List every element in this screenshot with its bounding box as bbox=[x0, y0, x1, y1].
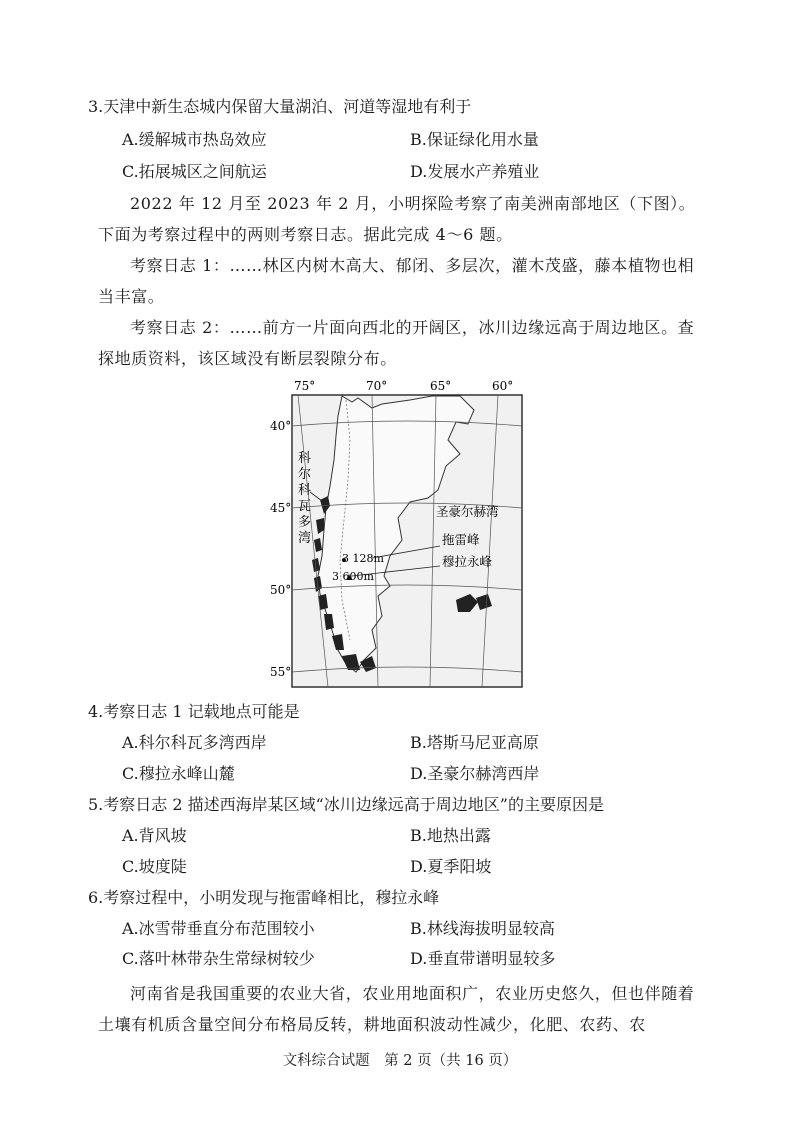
q4-stem: 4.考察日志 1 记载地点可能是 bbox=[88, 702, 300, 721]
q4-option-a: A.科尔科瓦多湾西岸 bbox=[122, 733, 267, 752]
lat-label-45: 45° bbox=[270, 501, 292, 515]
q6-option-b: B.林线海拔明显较高 bbox=[410, 919, 555, 938]
q5-option-b: B.地热出露 bbox=[410, 826, 491, 845]
svg-text:科: 科 bbox=[298, 451, 312, 466]
q3-option-c: C.拓展城区之间航运 bbox=[122, 162, 267, 181]
q5-option-d: D.夏季阳坡 bbox=[410, 857, 492, 876]
lon-label-75: 75° bbox=[294, 380, 316, 393]
lon-label-65: 65° bbox=[430, 380, 452, 393]
lat-label-40: 40° bbox=[270, 419, 292, 433]
q6-option-d: D.垂直带谱明显较多 bbox=[410, 949, 556, 968]
q3-stem: 3.天津中新生态城内保留大量湖泊、河道等湿地有利于 bbox=[88, 97, 472, 116]
svg-text:科: 科 bbox=[298, 483, 312, 498]
svg-text:瓦: 瓦 bbox=[298, 499, 312, 514]
q6-stem: 6.考察过程中，小明发现与拖雷峰相比，穆拉永峰 bbox=[88, 888, 440, 907]
svg-text:尔: 尔 bbox=[298, 467, 312, 482]
q4-option-b: B.塔斯马尼亚高原 bbox=[410, 733, 539, 752]
q3-option-a: A.缓解城市热岛效应 bbox=[122, 130, 267, 149]
mula-peak-label: 穆拉永峰 bbox=[442, 554, 493, 569]
tuolei-peak-label: 拖雷峰 bbox=[442, 532, 480, 547]
q6-option-c: C.落叶林带杂生常绿树较少 bbox=[122, 949, 315, 968]
q5-stem: 5.考察日志 2 描述西海岸某区域“冰川边缘远高于周边地区”的主要原因是 bbox=[88, 795, 604, 814]
lon-label-70: 70° bbox=[366, 380, 388, 393]
elevation-3128: 3 128m bbox=[342, 552, 384, 565]
lat-label-50: 50° bbox=[270, 583, 292, 597]
q4-option-d: D.圣豪尔赫湾西岸 bbox=[410, 764, 540, 783]
q3-option-d: D.发展水产养殖业 bbox=[410, 162, 540, 181]
henan-paragraph: 河南省是我国重要的农业大省，农业用地面积广，农业历史悠久，但也伴随着土壤有机质含量空间分布格局反转，耕地面积波动性减少，化肥、农药、农 bbox=[98, 984, 695, 1034]
south-america-map bbox=[260, 380, 532, 692]
log-2: 考察日志 2：……前方一片面向西北的开阔区，冰川边缘远高于周边地区。查探地质资料，该区域没有断层裂隙分布。 bbox=[98, 318, 695, 368]
q6-option-a: A.冰雪带垂直分布范围较小 bbox=[122, 919, 315, 938]
lat-label-55: 55° bbox=[270, 665, 292, 679]
q5-option-c: C.坡度陡 bbox=[122, 857, 187, 876]
log-1: 考察日志 1：……林区内树木高大、郁闭、多层次，灌木茂盛，藤本植物也相当丰富。 bbox=[98, 256, 695, 306]
svg-text:多: 多 bbox=[298, 515, 312, 530]
elevation-3600: 3 600m bbox=[332, 570, 374, 583]
q4-option-c: C.穆拉永峰山麓 bbox=[122, 764, 235, 783]
page-footer: 文科综合试题 第 2 页（共 16 页） bbox=[282, 1053, 518, 1069]
q3-option-b: B.保证绿化用水量 bbox=[410, 130, 539, 149]
svg-text:湾: 湾 bbox=[298, 531, 312, 546]
lon-label-60: 60° bbox=[492, 380, 514, 393]
q5-option-a: A.背风坡 bbox=[122, 826, 187, 845]
intro-paragraph: 2022 年 12 月至 2023 年 2 月，小明探险考察了南美洲南部地区（下图）。下面为考察过程中的两则考察日志。据此完成 4～6 题。 bbox=[98, 194, 696, 244]
san-jorge-gulf-label: 圣豪尔赫湾 bbox=[436, 504, 499, 519]
